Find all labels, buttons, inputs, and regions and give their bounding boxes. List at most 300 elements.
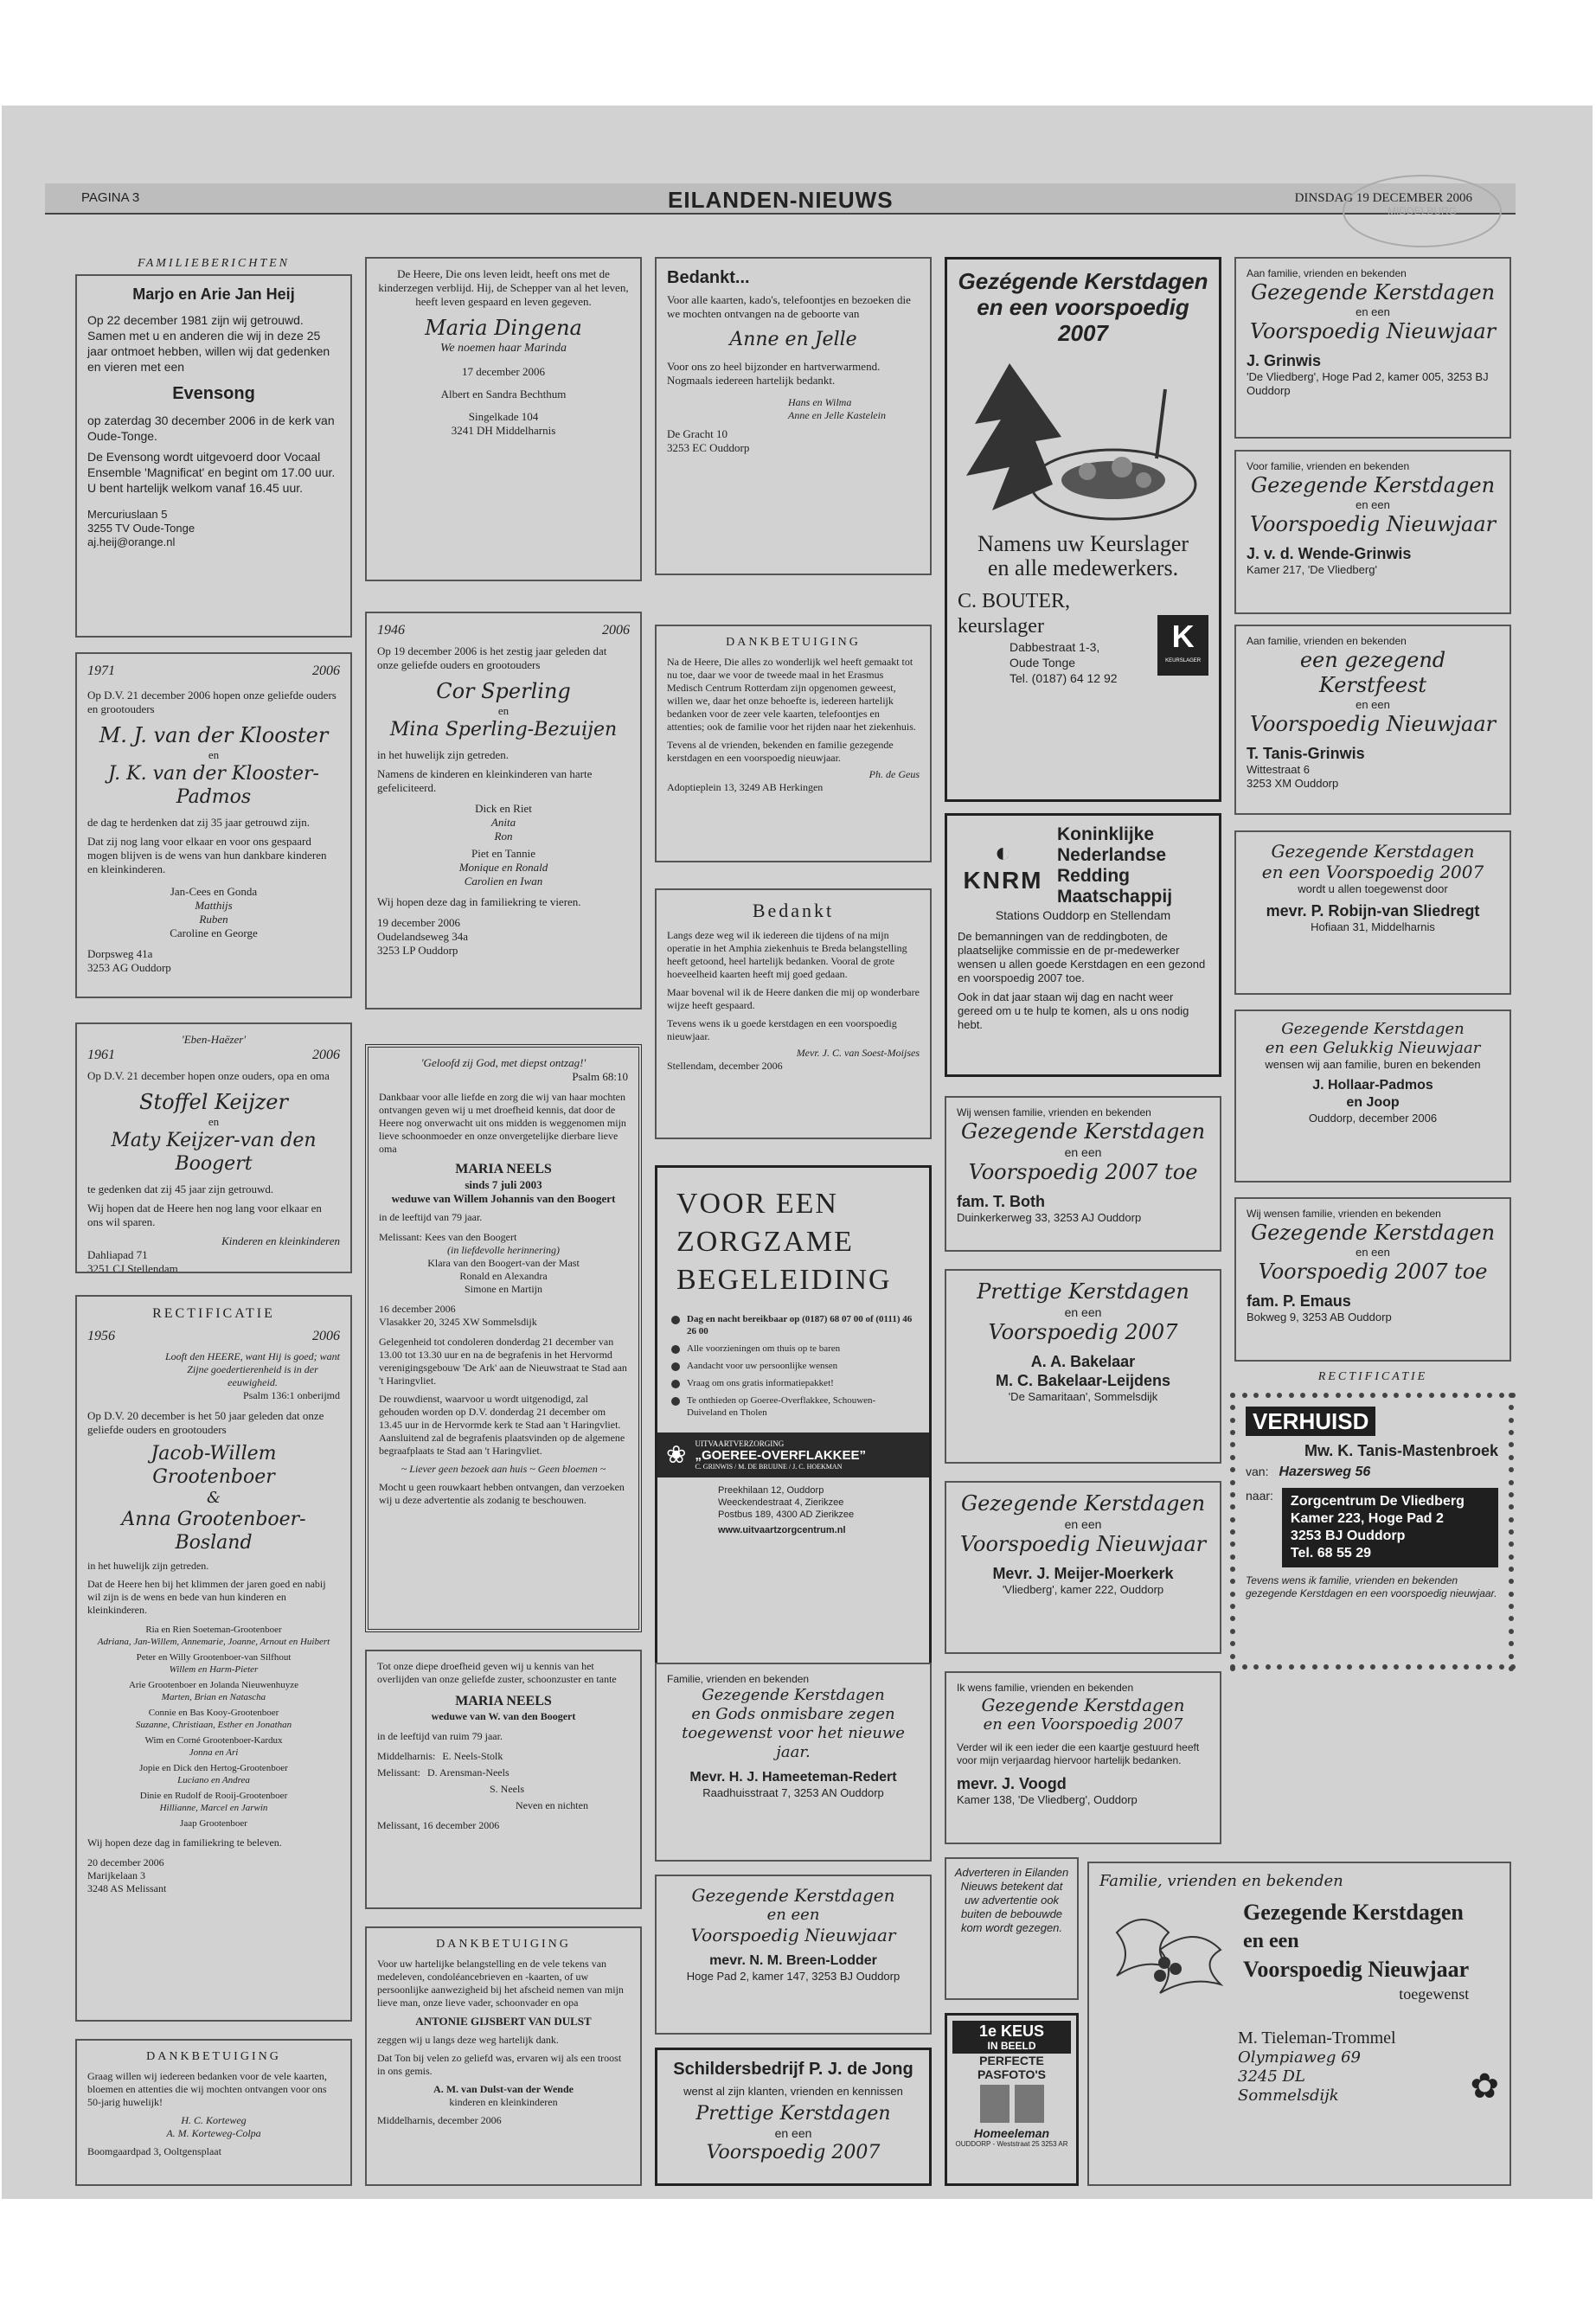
library-stamp [1343, 175, 1502, 247]
org-name: Nederlandse [1057, 845, 1167, 865]
conjunction: en [208, 1115, 220, 1128]
notice-body: te gedenken dat zij 45 jaar zijn getrouwd. [87, 1183, 274, 1195]
ad-headline: en een voorspoedig 2007 [977, 294, 1189, 346]
keurslager-logo [1157, 615, 1208, 676]
notice-body: ~ Liever geen bezoek aan huis ~ Geen bloemen ~ [401, 1463, 606, 1475]
deceased-name: ANTONIE GIJSBERT VAN DULST [415, 2015, 592, 2028]
greeting-body: Verder wil ik een ieder die een kaartje gestuurd heeft voor mijn verjaardag hiervoor hartelijk bedanken. [957, 1741, 1200, 1766]
phone-number: Tel. 68 55 29 [1290, 1546, 1372, 1561]
family-member: Ria en Rien Soeteman-Grootenboer [145, 1625, 282, 1635]
greeting-voogd [945, 1671, 1221, 1844]
address-line: OUDDORP - Weststraat 25 3253 AR [955, 2140, 1068, 2148]
notice-body: (in liefdevolle herinnering) [447, 1244, 560, 1256]
notice-body: Graag willen wij iedereen bedanken voor de vele kaarten, bloemen en attenties die wij mochten ontvangen voor ons 50-jarig huwelijk! [87, 2070, 327, 2108]
moving-notice-tanis [1230, 1393, 1516, 1671]
address-line: 3253 LP Ouddorp [377, 944, 458, 957]
greeting-intro: Aan familie, vrienden en bekenden [1247, 267, 1407, 279]
notice-body: Op D.V. 21 december hopen onze ouders, opa en oma [87, 1069, 330, 1082]
company-name: Schildersbedrijf P. J. de Jong [673, 2060, 913, 2079]
business-name: Homeeleman [973, 2126, 1050, 2140]
address-line: 3253 XM Ouddorp [1247, 777, 1339, 790]
notice-date: 19 december 2006 [377, 916, 461, 929]
address-line: Ouddorp, december 2006 [1308, 1112, 1438, 1125]
ad-item: Te onthieden op Goeree-Overflakkee, Schouwen-Duiveland en Tholen [687, 1395, 876, 1418]
birth-notice-bechthum [365, 257, 642, 581]
ad-headline: VOOR EEN [676, 1188, 838, 1220]
greeting-line: en een [1064, 1305, 1102, 1319]
holly-illustration [1099, 1898, 1229, 2019]
grandchildren: Marten, Brian en Natascha [161, 1692, 266, 1702]
greeting-emaus [1234, 1197, 1511, 1362]
photo-icon [980, 2085, 1010, 2123]
thanks-van-dulst [365, 1926, 642, 2186]
notice-title: Bedankt... [667, 268, 750, 287]
notice-body: in het huwelijk zijn getreden. [87, 1560, 209, 1572]
signature: Mevr. J. C. van Soest-Moijses [796, 1047, 920, 1059]
ad-house-advert [945, 1857, 1079, 2000]
photo-icon [1015, 2085, 1044, 2123]
address-line: 3255 TV Oude-Tonge [87, 522, 195, 535]
new-address: 3253 BJ Ouddorp [1290, 1529, 1406, 1543]
ad-headline: en alle medewerkers. [987, 555, 1179, 580]
family-notices-heading: FAMILIEBERICHTEN [137, 257, 291, 270]
address-line: Boomgaardpad 3, Ooltgensplaat [87, 2145, 221, 2157]
address-line: Kamer 138, 'De Vliedberg', Ouddorp [957, 1793, 1138, 1806]
couple-name: J. K. van der Klooster-Padmos [108, 763, 319, 808]
greeting-intro: Familie, vrienden en bekenden [1099, 1872, 1343, 1890]
address-line: 3241 DH Middelharnis [451, 424, 556, 437]
family-member: E. Neels-Stolk [442, 1750, 503, 1762]
grandchildren: Willem en Harm-Pieter [169, 1664, 259, 1675]
address-line: Duinkerkerweg 33, 3253 AJ Ouddorp [957, 1211, 1142, 1224]
greeting-line: en een [1356, 498, 1390, 511]
signature: A. M. Korteweg-Colpa [166, 2127, 261, 2139]
family-member: Dick en Riet [475, 802, 532, 815]
bible-reference: Psalm 136:1 onberijmd [243, 1389, 340, 1401]
greeting-line: Voorspoedig Nieuwjaar [1249, 512, 1497, 536]
greeting-line: Gezegende Kerstdagen [960, 1491, 1206, 1516]
notice-body: Dat Ton bij velen zo geliefd was, ervaren wij als een troost in ons gemis. [377, 2052, 622, 2077]
notice-body: in de leeftijd van 79 jaar. [379, 1211, 483, 1223]
grandchildren: Hillianne, Marcel en Jarwin [159, 1803, 268, 1813]
thanks-de-geus [655, 625, 932, 862]
couple-name: Maty Keijzer-van den Boogert [111, 1130, 317, 1175]
family-member: Arie Grootenboer en Jolanda Nieuwenhuyze [128, 1680, 299, 1690]
notice-body: De rouwdienst, waarvoor u wordt uitgenodigd, zal gehouden worden op D.V. donderdag 21 december om 13.45 uur in de Hervormde kerk te Stad aan 't Haringvliet. Aansluitend zal de begrafenis plaatsvinden op de algemene begraafplaats te Stad aan 't Haringvliet. [379, 1393, 625, 1457]
family-member: Neven en nichten [516, 1799, 588, 1811]
family-member: Caroline en George [170, 926, 258, 939]
greeting-de-jong [655, 2048, 932, 2186]
address-line: 3253 AG Ouddorp [87, 961, 171, 974]
year-end: 2006 [312, 1048, 340, 1062]
notice-keijzer [75, 1022, 352, 1273]
ad-body: Ook in dat jaar staan wij dag en nacht weer gereed om u te hulp te komen, als u ons nodig hebt. [958, 990, 1189, 1031]
deceased-name: MARIA NEELS [455, 1694, 552, 1708]
bullet-icon [671, 1397, 680, 1406]
greeting-line: en een [1356, 1246, 1390, 1259]
notice-body: De Evensong wordt uitgevoerd door Vocaal Ensemble 'Magnificat' en begint om 17.00 uur. U bent hartelijk welkom vanaf 16.45 uur. [87, 450, 336, 495]
family-member: Jan-Cees en Gonda [170, 885, 258, 898]
dot-border [1230, 1393, 1237, 1671]
address-line: Hoge Pad 2, kamer 147, 3253 BJ Ouddorp [686, 1970, 901, 1983]
address-line: Vlasakker 20, 3245 XW Sommelsdijk [379, 1316, 537, 1328]
notice-body: op zaterdag 30 december 2006 in de kerk van Oude-Tonge. [87, 413, 335, 443]
greeting-intro: Familie, vrienden en bekenden [667, 1673, 810, 1685]
ad-headline: Namens uw Keurslager [977, 531, 1189, 556]
ad-banner [657, 1433, 929, 1477]
notice-body: de dag te herdenken dat zij 35 jaar getrouwd zijn. [87, 816, 311, 829]
greeting-line: Gezegende Kerstdagen [1243, 1900, 1464, 1925]
new-address: Zorgcentrum De Vliedberg [1290, 1494, 1465, 1509]
signature: Hans en Wilma [788, 396, 852, 408]
notice-body: Namens de kinderen en kleinkinderen van harte gefeliciteerd. [377, 767, 593, 794]
year-end: 2006 [602, 623, 630, 638]
year-end: 2006 [312, 663, 340, 678]
org-name: Koninklijke [1057, 824, 1155, 844]
family-member: D. Arensman-Neels [427, 1766, 510, 1779]
obituary-neels [365, 1044, 642, 1632]
greeting-tieleman [1087, 1862, 1511, 2186]
family-member: Ronald en Alexandra [459, 1270, 548, 1282]
notice-body: Dankbaar voor alle liefde en zorg die wij van haar mochten ontvangen geven wij u met droefheid kennis, dat door de Heere nog onverwacht uit ons midden is weggenomen mijn lieve schoonmoeder en onze onvergetelijke dierbare lieve oma [379, 1091, 626, 1155]
address-line: 'De Samaritaan', Sommelsdijk [1008, 1390, 1158, 1403]
logo-letter: K [1171, 619, 1195, 654]
address-line: 3245 DL [1238, 2067, 1305, 2086]
notice-body: Wij hopen dat de Heere hen nog lang voor elkaar en ons wil sparen. [87, 1202, 322, 1228]
moving-title: VERHUISD [1246, 1407, 1375, 1436]
family-member: Jaap Grootenboer [180, 1818, 247, 1829]
stamp-text: MIDDELBURG [1387, 205, 1457, 217]
year-start: 1946 [377, 623, 405, 638]
ad-headline: PERFECTE [979, 2054, 1044, 2067]
conjunction: en [497, 704, 510, 717]
signature: H. C. Korteweg [181, 2114, 247, 2126]
signature: Anne en Jelle Kastelein [788, 409, 886, 421]
notice-sperling [365, 612, 642, 1009]
greeting-intro: Aan familie, vrienden en bekenden [1247, 635, 1407, 647]
obituary-neels-2 [365, 1650, 642, 1909]
greeting-line: een gezegend Kerstfeest [1299, 648, 1446, 697]
notice-body: in de leeftijd van ruim 79 jaar. [377, 1730, 503, 1742]
greeting-line: Gezegende Kerstdagen [1271, 841, 1475, 862]
logo-text: KNRM [963, 867, 1043, 894]
notice-body: Op D.V. 20 december is het 50 jaar geleden dat onze geliefde ouders en grootouders [87, 1409, 324, 1436]
bible-quote: 'Geloofd zij God, met diepst ontzag!' [420, 1056, 586, 1069]
family-member: Ruben [199, 913, 228, 926]
greeting-line: Voorspoedig 2007 toe [968, 1160, 1198, 1184]
address-line: Sommelsdijk [1238, 2086, 1339, 2105]
family-member: Dinie en Rudolf de Rooij-Grootenboer [139, 1791, 288, 1801]
address-line: 'De Vliedberg', Hoge Pad 2, kamer 005, 3253 BJ Ouddorp [1247, 370, 1489, 397]
greeting-line: Gezegende Kerstdagen [960, 1119, 1206, 1144]
phone-number: Tel. (0187) 64 12 92 [1010, 671, 1118, 685]
signature: Kinderen en kleinkinderen [221, 1234, 340, 1247]
greeting-line: Voorspoedig Nieuwjaar [1243, 1957, 1470, 1982]
sender-name: mevr. J. Voogd [957, 1775, 1067, 1792]
funeral-care-ad [655, 1165, 932, 1684]
sender-name: A. A. Bakelaar [1030, 1353, 1136, 1370]
family-member: Matthijs [195, 899, 233, 912]
greeting-line: Prettige Kerstdagen [977, 1279, 1189, 1304]
notice-body: Op D.V. 21 december 2006 hopen onze geliefde ouders en grootouders [87, 689, 337, 715]
notice-title: Marjo en Arie Jan Heij [132, 285, 295, 303]
greeting-line: Voorspoedig Nieuwjaar [1249, 712, 1497, 736]
family-member: S. Neels [490, 1783, 524, 1795]
ad-headline: ZORGZAME [676, 1226, 854, 1258]
greeting-line: Voorspoedig Nieuwjaar [959, 1532, 1207, 1556]
dot-border [1230, 1664, 1516, 1671]
website-link[interactable]: www.uitvaartzorgcentrum.nl [718, 1525, 846, 1535]
grandchildren: Adriana, Jan-Willem, Annemarie, Joanne, Arnout en Huibert [97, 1637, 330, 1647]
mover-name: Mw. K. Tanis-Mastenbroek [1304, 1442, 1498, 1459]
greeting-line: Gezegende Kerstdagen [691, 1885, 895, 1906]
knrm-logo [958, 837, 1048, 894]
notice-body: Tevens wens ik u goede kerstdagen en een voorspoedig nieuwjaar. [667, 1017, 897, 1042]
notice-date: 16 december 2006 [379, 1303, 456, 1315]
ad-item: Vraag om ons gratis informatiepakket! [687, 1378, 834, 1388]
ad-body: De bemanningen van de reddingboten, de plaatselijke commissie en de pr-medewerker wensen u allen goede Kerstdagen en een gezond en voorspoedig 2007 toe. [958, 930, 1206, 984]
notice-grootenboer [75, 1295, 352, 2022]
family-member: Anita [490, 816, 516, 829]
greeting-meijer [945, 1481, 1221, 1654]
notice-verse: De Heere, Die ons leven leidt, heeft ons met de kinderzegen verblijd. Hij, de Schepper van al het leven, heeft leven gespaard en leven gegeven. [378, 267, 629, 308]
family-member: Monique en Ronald [458, 861, 548, 874]
address-line: Oude Tonge [1010, 656, 1076, 670]
notice-body: Gelegenheid tot condoleren donderdag 21 december van 13.00 tot 13.30 uur en na de begrafenis in het Hervormd verenigingsgebouw 'De Ark' aan de Nieuwstraat te Stad aan 't Haringvliet. [379, 1336, 627, 1387]
address-line: 3253 EC Ouddorp [667, 441, 750, 454]
thanks-kastelein [655, 257, 932, 575]
ad-header [952, 2021, 1071, 2054]
ad-headline: Gezégende Kerstdagen [958, 268, 1208, 294]
greeting-hameeteman [655, 1663, 932, 1862]
notice-title: DANKBETUIGING [146, 2050, 281, 2063]
address-line: Bokweg 9, 3253 AB Ouddorp [1247, 1311, 1392, 1324]
notice-heij [75, 274, 352, 638]
org-name: Maatschappij [1057, 887, 1173, 907]
notice-body: Langs deze weg wil ik iedereen die tijdens of na mijn operatie in het Amphia ziekenhuis te Breda belangstelling heeft getoond, heel hartelijk bedanken. Vooral de grote hoeveelheid kaarten heeft mij goed gedaan. [667, 929, 907, 980]
sender-name: Mevr. J. Meijer-Moerkerk [992, 1565, 1174, 1582]
address-line: Singelkade 104 [468, 410, 539, 423]
grandchildren: Luciano en Andrea [177, 1775, 250, 1785]
greeting-line: Voorspoedig 2007 [988, 1320, 1178, 1344]
signature: A. M. van Dulst-van der Wende [433, 2083, 574, 2095]
notice-body: Voor alle kaarten, kado's, telefoontjes en bezoeken die we mochten ontvangen na de geboorte van [667, 293, 911, 320]
greeting-line: Voorspoedig Nieuwjaar [690, 1925, 896, 1945]
sender-name: Mevr. H. J. Hameeteman-Redert [689, 1770, 897, 1785]
bible-reference: Psalm 68:10 [572, 1070, 628, 1083]
ad-headline: BEGELEIDING [676, 1264, 892, 1296]
greeting-line: Gezegende Kerstdagen [1250, 280, 1496, 304]
couple-name: Anna Grootenboer-Bosland [121, 1509, 306, 1554]
greeting-line: en een [766, 1906, 820, 1924]
sender-name: J. Hollaar-Padmos [1312, 1078, 1433, 1093]
family-list [87, 1624, 340, 1830]
greeting-line: en een [1064, 1517, 1102, 1531]
address-line: Oudelandseweg 34a [377, 930, 469, 943]
notice-body: Mocht u geen rouwkaart hebben ontvangen, dan verzoeken wij u deze advertentie als zodanig te beschouwen. [379, 1481, 625, 1506]
parents: Albert en Sandra Bechthum [440, 388, 567, 401]
address-line: Wittestraat 6 [1247, 763, 1310, 776]
notice-body: Na de Heere, Die alles zo wonderlijk wel heeft gemaakt tot nu toe, daar we voor de tweede maal in het Erasmus Medisch Centrum Rotterdam zijn opgenomen geweest, willen we, daar het onze behoefte is, iedereen hartelijk bedanken voor de zeer vele kaarten, telefoontjes en attenties; ook de familie voor het rijden naar het ziekenhuis. [667, 656, 916, 733]
family-member: Jopie en Dick den Hertog-Grootenboer [139, 1763, 288, 1773]
address-line: Preekhilaan 12, Ouddorp [718, 1485, 824, 1496]
page-number: PAGINA 3 [81, 190, 140, 205]
greeting-line: en een [1064, 1145, 1102, 1159]
email-address: aj.heij@orange.nl [87, 535, 176, 548]
conjunction: en [208, 748, 220, 761]
year-start: 1971 [87, 663, 115, 678]
dot-border [1230, 1393, 1516, 1400]
notice-title: DANKBETUIGING [436, 1938, 571, 1951]
to-label: naar: [1246, 1489, 1273, 1503]
notice-date: Melissant, 16 december 2006 [377, 1819, 500, 1831]
masthead [45, 183, 1516, 215]
notice-body: zeggen wij u langs deze weg hartelijk dank. [377, 2034, 559, 2046]
sender-name: fam. P. Emaus [1247, 1292, 1351, 1310]
newspaper-title: EILANDEN-NIEUWS [668, 187, 894, 213]
notice-body: Wij hopen deze dag in familiekring te beleven. [87, 1836, 282, 1849]
ad-photo-studio [945, 2013, 1079, 2186]
family-member: Peter en Willy Grootenboer-van Silfhout [136, 1652, 292, 1663]
greeting-bakelaar [945, 1269, 1221, 1464]
notice-body: weduwe van Willem Johannis van den Boogert [391, 1192, 616, 1205]
address-line: Postbus 189, 4300 AD Zierikzee [718, 1509, 855, 1520]
new-address: Kamer 223, Hoge Pad 2 [1290, 1511, 1444, 1526]
ad-headline: 1e KEUS [978, 2022, 1045, 2040]
address-line: 'Vliedberg', kamer 222, Ouddorp [1002, 1583, 1164, 1596]
old-address: Hazersweg 56 [1279, 1465, 1371, 1479]
sender-name: T. Tanis-Grinwis [1247, 745, 1365, 762]
address-line: Stellendam, december 2006 [667, 1060, 783, 1072]
address-line: Dahliapad 71 [87, 1248, 148, 1261]
house-ad-text: Adverteren in Eilanden Nieuws betekent dat uw advertentie ook buiten de bebouwde kom wordt gezegen. [954, 1866, 1069, 1934]
ad-keurslager-bouter [945, 257, 1221, 802]
family-member: Simone en Martijn [465, 1283, 542, 1295]
logo-text: KEURSLAGER [1165, 658, 1202, 663]
family-member: Ron [494, 830, 513, 843]
family-member: Wim en Corné Grootenboer-Kardux [144, 1735, 283, 1746]
greeting-line: Voorspoedig 2007 [706, 2142, 881, 2163]
family-member: Piet en Tannie [471, 847, 535, 860]
notice-body: Tevens al de vrienden, bekenden en familie gezegende kerstdagen en een voorspoedig nieuwjaar. [667, 739, 894, 764]
ad-item: Alle voorzieningen om thuis op te baren [687, 1343, 841, 1354]
notice-date: 17 december 2006 [461, 365, 546, 378]
notice-body: Voor uw hartelijke belangstelling en de vele tekens van medeleven, condoléancebrieven en -kaarten, of uw persoonlijke aanwezigheid bij het afscheid nemen van mijn lieve man, onze lieve vader, schoonvader en opa [377, 1958, 624, 2009]
photo-samples [952, 2085, 1071, 2123]
year-end: 2006 [312, 1329, 340, 1343]
bullet-icon [671, 1345, 680, 1354]
greeting-intro: Ik wens familie, vrienden en bekenden [957, 1682, 1134, 1694]
greeting-line: Gezegende Kerstdagen [1250, 1221, 1496, 1245]
notice-body: Op 19 december 2006 is het zestig jaar geleden dat onze geliefde ouders en grootouders [377, 644, 607, 671]
place-label: Melissant: [377, 1766, 420, 1779]
address-line: De Gracht 10 [667, 427, 728, 440]
notice-body: Dat zij nog lang voor elkaar en voor ons gespaard mogen blijven is de wens van hun dankbare kinderen en kleinkinderen. [87, 835, 327, 875]
dot-border [1509, 1393, 1516, 1671]
ad-names: C. GRINWIS / M. DE BRUIJNE / J. C. HOEKMAN [695, 1463, 843, 1471]
notice-van-der-klooster [75, 652, 352, 998]
greeting-intro: wenst al zijn klanten, vrienden en kennissen [683, 2085, 903, 2098]
bullet-icon [671, 1362, 680, 1371]
sender-name: mevr. N. M. Breen-Lodder [709, 1953, 877, 1968]
ad-headline: IN BEELD [987, 2040, 1036, 2052]
greeting-wende-grinwis [1234, 450, 1511, 614]
address-line: Weeckendestraat 4, Zierikzee [718, 1497, 844, 1508]
address-line: Kamer 217, 'De Vliedberg' [1247, 563, 1377, 576]
greeting-line: Voorspoedig Nieuwjaar [1249, 319, 1497, 343]
family-member: Klara van den Boogert-van der Mast [427, 1257, 580, 1269]
notice-body: We noemen haar Marinda [439, 342, 567, 355]
address-line: Hofiaan 31, Middelharnis [1311, 920, 1435, 933]
sender-name: en Joop [1346, 1095, 1400, 1110]
sender-name: M. Tieleman-Trommel [1238, 2029, 1396, 2048]
greeting-intro: Voor familie, vrienden en bekenden [1247, 460, 1410, 472]
thanks-van-soest [655, 888, 932, 1139]
business-name: C. BOUTER, keurslager [958, 590, 1071, 638]
notice-title: DANKBETUIGING [726, 636, 861, 649]
ad-item: Aandacht voor uw persoonlijke wensen [687, 1361, 838, 1371]
greeting-line: Gezegende Kerstdagen [981, 1695, 1185, 1715]
greeting-tanis-grinwis [1234, 625, 1511, 815]
couple-name: Mina Sperling-Bezuijen [389, 719, 618, 740]
greeting-line: en Gods onmisbare zegen [691, 1705, 895, 1723]
address-line: Adoptieplein 13, 3249 AB Herkingen [667, 781, 824, 793]
motto: 'Eben-Haëzer' [181, 1033, 247, 1046]
place-label: Middelharnis: [377, 1750, 436, 1762]
greeting-line: Voorspoedig 2007 toe [1258, 1259, 1488, 1284]
greeting-line: en een Voorspoedig 2007 [1261, 862, 1484, 882]
greeting-robijn [1234, 830, 1511, 995]
notice-subtitle: Evensong [172, 384, 255, 403]
notice-body: Dat de Heere hen bij het klimmen der jaren goed en nabij wil zijn is de wens en bede van hun kinderen en kleinkinderen. [87, 1578, 326, 1616]
greeting-line: Gezegende Kerstdagen [1281, 1020, 1465, 1038]
greeting-breen [655, 1875, 932, 2035]
baby-names: Anne en Jelle [729, 329, 857, 350]
newspaper-page [2, 106, 1593, 2199]
year-start: 1956 [87, 1329, 115, 1343]
address-line: Marijkelaan 3 [87, 1869, 145, 1881]
ad-item: Dag en nacht bereikbaar op (0187) 68 07 00 of (0111) 46 26 00 [687, 1314, 913, 1336]
greeting-hollaar [1234, 1009, 1511, 1183]
family-member: Melissant: Kees van den Boogert [379, 1231, 517, 1243]
lifebuoy-icon: ◐ [994, 836, 1012, 868]
notice-body: Op 22 december 1981 zijn wij getrouwd. Samen met u en anderen die wij in deze 25 jaar ontmoet hebben, willen wij dat gedenken en vieren met een [87, 313, 330, 374]
issue-date: DINSDAG 19 DECEMBER 2006 [1294, 191, 1472, 205]
address-line: 3248 AS Melissant [87, 1882, 167, 1894]
baby-name: Maria Dingena [425, 316, 582, 340]
year-start: 1961 [87, 1048, 115, 1062]
from-label: van: [1246, 1465, 1269, 1478]
rectification-label: RECTIFICATIE [1317, 1370, 1428, 1383]
greeting-line: en een [1243, 1930, 1299, 1952]
conjunction: & [206, 1489, 221, 1507]
greeting-line: Prettige Kerstdagen [695, 2103, 891, 2125]
greeting-both [945, 1096, 1221, 1252]
address-line: Middelharnis, december 2006 [377, 2114, 502, 2126]
sender-name: mevr. P. Robijn-van Sliedregt [1266, 902, 1480, 920]
family-member: Carolien en Iwan [464, 875, 543, 888]
greeting-line: en een [1356, 305, 1390, 318]
bullet-icon [671, 1380, 680, 1388]
notice-body: Tot onze diepe droefheid geven wij u kennis van het overlijden van onze geliefde zuster, schoonzuster en tante [377, 1660, 617, 1685]
sender-name: fam. T. Both [957, 1193, 1045, 1210]
stations: Stations Ouddorp en Stellendam [995, 908, 1171, 922]
sender-name: M. C. Bakelaar-Leijdens [995, 1372, 1171, 1389]
greeting-body: Tevens wens ik familie, vrienden en bekenden gezegende Kerstdagen en een voorspoedig nieuwjaar. [1246, 1574, 1497, 1599]
greeting-line: en een [1356, 698, 1390, 711]
notice-title: RECTIFICATIE [152, 1306, 275, 1321]
ad-subtitle: UITVAARTVERZORGING [695, 1439, 785, 1448]
